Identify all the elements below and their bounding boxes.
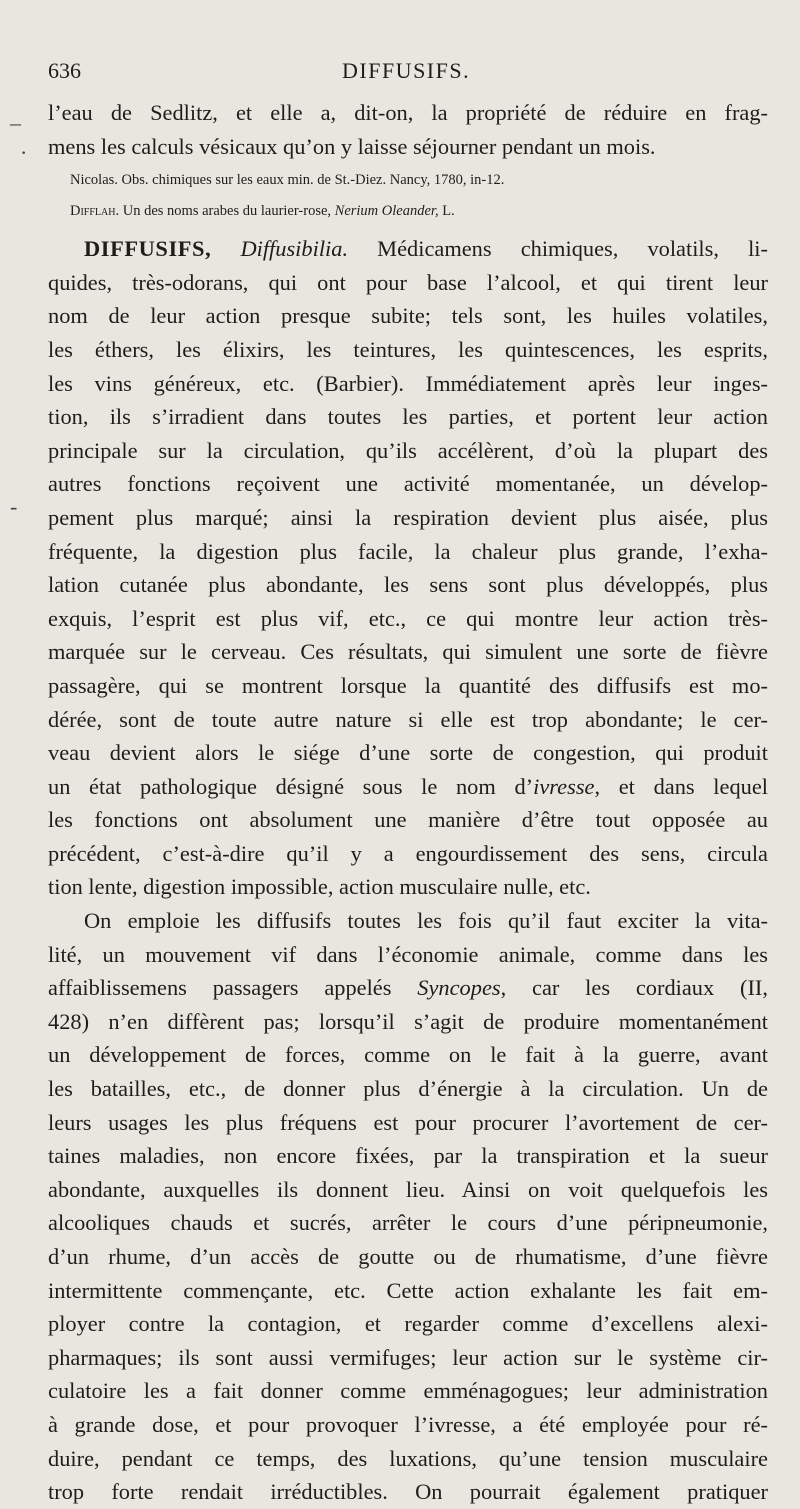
- entry-text: Un des noms arabes du laurier-rose,: [119, 203, 335, 220]
- text-line: lation cutanée plus abondante, les sens sont plus développés, plus: [48, 572, 768, 598]
- text-line: les vins généreux, etc. (Barbier). Immédiatement après leur inges-: [48, 370, 768, 396]
- text-line: trop forte rendait irréductibles. On pourrait également pratiquer: [48, 1479, 768, 1505]
- text-line: alcooliques chauds et sucrés, arrêter le cours d’une péripneumonie,: [48, 1210, 768, 1236]
- text-line: [48, 770, 768, 804]
- margin-dash-mark: ·: [20, 140, 28, 165]
- text-line: quides, très-odorans, qui ont pour base l’alcool, et qui tirent leur: [48, 269, 768, 295]
- page-header: [48, 58, 758, 92]
- text-line: leurs usages les plus fréquens est pour procurer l’avortement de cer-: [48, 1109, 768, 1135]
- text-fragment: Médicamens chimiques, volatils, li-: [348, 236, 768, 262]
- text-line: fréquente, la digestion plus facile, la chaleur plus grande, l’exha-: [48, 538, 768, 564]
- article-headword: DIFFUSIFS,: [84, 236, 212, 262]
- text-line: les batailles, etc., de donner plus d’énergie à la circulation. Un de: [48, 1076, 768, 1102]
- text-line: mens les calculs vésicaux qu’on y laisse séjourner pendant un mois.: [48, 133, 656, 159]
- text-line: ployer contre la contagion, et regarder comme d’excellens alexi-: [48, 1311, 768, 1337]
- text-line: un développement de forces, comme on le fait à la guerre, avant: [48, 1042, 768, 1068]
- text-line: précédent, c’est-à-dire qu’il y a engourdissement des sens, circula: [48, 840, 768, 866]
- margin-dash-mark: –: [10, 110, 21, 135]
- text-fragment: un état pathologique désigné sous le nom d’: [48, 773, 534, 799]
- text-line: d’un rhume, d’un accès de goutte ou de rhumatisme, d’une fièvre: [48, 1244, 768, 1269]
- text-line: nom de leur action presque subite; tels sont, les huiles volatiles,: [48, 303, 768, 329]
- text-line: l’eau de Sedlitz, et elle a, dit-on, la propriété de réduire en frag-: [48, 100, 768, 125]
- entry-author: L.: [438, 203, 455, 220]
- text-line: autres fonctions reçoivent une activité momentanée, un dévelop-: [48, 471, 768, 497]
- text-line: taines maladies, non encore fixées, par la transpiration et la sueur: [48, 1143, 768, 1169]
- entry-term: Difflah.: [70, 203, 120, 220]
- text-line: à grande dose, et pour provoquer l’ivresse, a été employée pour ré-: [48, 1411, 768, 1437]
- text-line: lité, un mouvement vif dans l’économie animale, comme dans les: [48, 941, 768, 967]
- text-line: abondante, auxquelles ils donnent lieu. Ainsi on voit quelquefois les: [48, 1176, 768, 1202]
- text-line: tion lente, digestion impossible, action musculaire nulle, etc.: [48, 874, 591, 900]
- italic-term: ivresse: [533, 773, 595, 799]
- text-line: veau devient alors le siége d’une sorte de congestion, qui produit: [48, 740, 768, 766]
- article-latin-term: Diffusibilia.: [240, 236, 349, 262]
- text-line: intermittente commençante, etc. Cette action exhalante les fait em-: [48, 1277, 768, 1303]
- text-line: 428) n’en diffèrent pas; lorsqu’il s’agit de produire momentanément: [48, 1008, 768, 1034]
- text-line: les éthers, les élixirs, les teintures, les quintescences, les esprits,: [48, 336, 768, 362]
- text-line: [48, 971, 768, 1005]
- text-line: principale sur la circulation, qu’ils accélèrent, d’où la plupart des: [48, 437, 768, 463]
- text-line: marquée sur le cerveau. Ces résultats, qui simulent une sorte de fièvre: [48, 639, 768, 665]
- text-line: culatoire les a fait donner comme emménagogues; leur administration: [48, 1378, 768, 1404]
- text-line: pement plus marqué; ainsi la respiration devient plus aisée, plus: [48, 504, 768, 530]
- text-line: les fonctions ont absolument une manière d’être tout opposée au: [48, 807, 768, 833]
- text-line: duire, pendant ce temps, des luxations, qu’une tension musculaire: [48, 1445, 768, 1471]
- reference-note: Nicolas. Obs. chimiques sur les eaux min. de St.-Diez. Nancy, 1780, in-12.: [70, 172, 505, 189]
- entry-latin-name: Nerium Oleander,: [334, 203, 439, 220]
- page-number: 636: [48, 58, 81, 83]
- italic-term: Syncopes: [417, 975, 501, 1001]
- margin-dash-mark: -: [10, 494, 18, 519]
- text-fragment: , car les cordiaux (II,: [500, 975, 768, 1001]
- running-title: DIFFUSIFS.: [342, 58, 471, 83]
- entry-note: [48, 196, 768, 226]
- text-line: passagère, qui se montrent lorsque la quantité des diffusifs est mo-: [48, 672, 768, 698]
- text-line: dérée, sont de toute autre nature si elle est trop abondante; le cer-: [48, 706, 768, 732]
- text-line: exquis, l’esprit est plus vif, etc., ce qui montre leur action très-: [48, 605, 768, 631]
- text-fragment: , et dans lequel: [594, 773, 768, 799]
- text-line: tion, ils s’irradient dans toutes les parties, et portent leur action: [48, 404, 768, 430]
- text-fragment: affaiblissemens passagers appelés: [48, 975, 418, 1001]
- page-body: [48, 96, 768, 1509]
- article-first-line: [48, 232, 768, 266]
- text-line: On emploie les diffusifs toutes les fois qu’il faut exciter la vita-: [84, 908, 768, 934]
- text-line: pharmaques; ils sont aussi vermifuges; leur action sur le système cir-: [48, 1344, 768, 1370]
